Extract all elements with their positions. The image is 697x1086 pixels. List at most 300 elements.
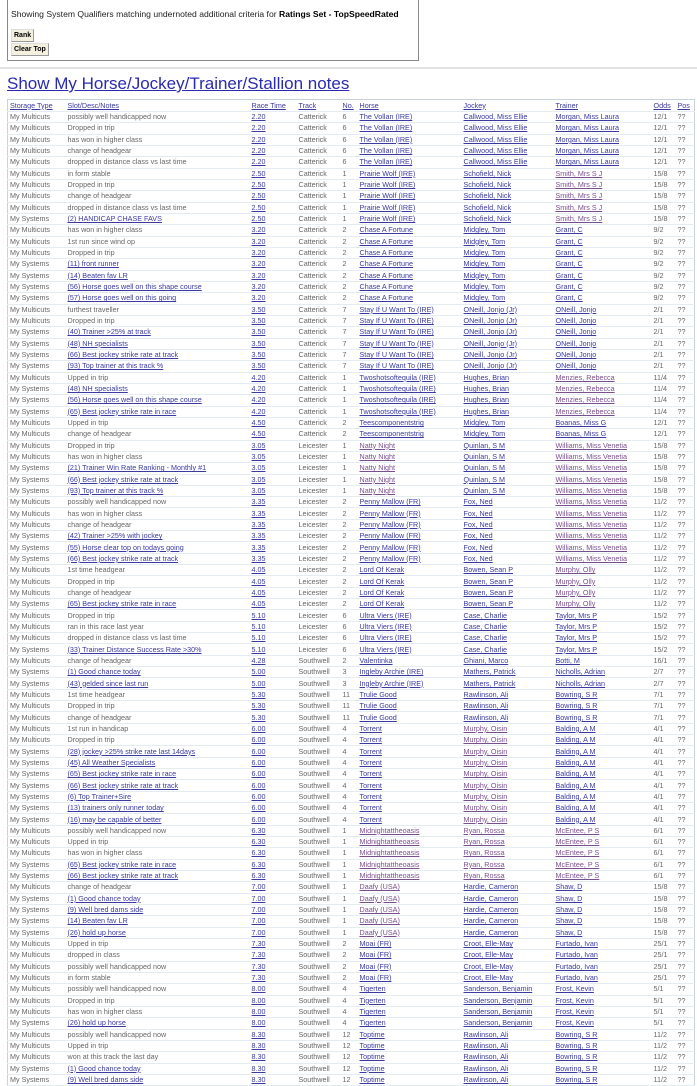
horse-link[interactable]: Trulie Good [359,701,397,711]
jockey-link[interactable]: Murphy, Oisin [463,791,508,801]
jockey-link[interactable]: Schofield, Nick [463,191,512,201]
sort-slot-desc-notes-link[interactable]: Slot/Desc/Notes [67,100,120,110]
system-link[interactable]: (13) trainers only runner today [67,803,164,813]
trainer-link[interactable]: Morgan, Miss Laura [555,112,620,122]
horse-link[interactable]: Daafy (USA) [359,882,400,892]
horse-link[interactable]: Midnightattheoasis [359,859,420,869]
trainer-link[interactable]: Frost, Kevin [555,984,594,994]
trainer-link[interactable]: Grant, C [555,225,583,235]
jockey-link[interactable]: Rawlinson, Ali [463,701,509,711]
race-time-link[interactable]: 4.50 [251,429,266,439]
trainer-link[interactable]: Williams, Miss Venetia [555,452,627,461]
race-time-link[interactable]: 3.50 [251,338,266,348]
horse-link[interactable]: Tigerten [359,995,386,1005]
jockey-link[interactable]: Sanderson, Benjamin [463,995,533,1005]
system-link[interactable]: (66) Best jockey strike rate at track [67,553,179,563]
trainer-link[interactable]: Williams, Miss Venetia [555,531,627,541]
race-time-link[interactable]: 2.50 [251,202,266,212]
trainer-link[interactable]: McEntee, P S [555,871,600,881]
trainer-link[interactable]: Morgan, Miss Laura [555,157,620,167]
trainer-link[interactable]: Williams, Miss Venetia [555,553,627,563]
sort-odds-link[interactable]: Odds [653,100,671,110]
trainer-link[interactable]: ONeill, Jonjo [555,304,597,314]
race-time-link[interactable]: 6.00 [251,803,266,813]
horse-link[interactable]: Torrent [359,803,382,813]
race-time-link[interactable]: 2.50 [251,168,266,178]
system-link[interactable]: (66) Best jockey strike rate at track [67,871,179,881]
jockey-link[interactable]: Bowen, Sean P [463,565,514,575]
race-time-link[interactable]: 7.30 [251,961,266,971]
horse-link[interactable]: Teescomponentstrig [359,418,424,428]
jockey-link[interactable]: Hardie, Cameron [463,916,519,926]
race-time-link[interactable]: 4.05 [251,599,266,609]
jockey-link[interactable]: Callwood, Miss Ellie [463,157,528,167]
trainer-link[interactable]: Taylor, Mrs P [555,610,598,620]
trainer-link[interactable]: Morgan, Miss Laura [555,146,620,156]
jockey-link[interactable]: Mathers, Patrick [463,667,516,677]
horse-link[interactable]: Tigerten [359,1007,386,1017]
horse-link[interactable]: Torrent [359,746,382,756]
race-time-link[interactable]: 6.00 [251,723,266,733]
jockey-link[interactable]: Schofield, Nick [463,180,512,190]
race-time-link[interactable]: 3.05 [251,440,266,450]
race-time-link[interactable]: 8.00 [251,995,266,1005]
horse-link[interactable]: Natty Night [359,452,396,461]
horse-link[interactable]: Stay If U Want To (IRE) [359,327,434,337]
race-time-link[interactable]: 8.00 [251,984,266,994]
race-time-link[interactable]: 5.10 [251,610,266,620]
horse-link[interactable]: Tigerten [359,1018,386,1028]
jockey-link[interactable]: Case, Charlie [463,633,508,643]
race-time-link[interactable]: 3.50 [251,327,266,337]
jockey-link[interactable]: Hughes, Brian [463,395,510,405]
system-link[interactable]: (93) Top trainer at this track % [67,485,164,495]
system-link[interactable]: (65) Best jockey strike rate in race [67,406,177,416]
jockey-link[interactable]: Hardie, Cameron [463,893,519,903]
horse-link[interactable]: Ingleby Archie (IRE) [359,678,424,688]
trainer-link[interactable]: Balding, A M [555,814,596,824]
race-time-link[interactable]: 7.30 [251,973,266,983]
jockey-link[interactable]: Callwood, Miss Ellie [463,123,528,133]
horse-link[interactable]: The Vollan (IRE) [359,112,413,122]
trainer-link[interactable]: Bowring, S R [555,1052,598,1062]
race-time-link[interactable]: 5.30 [251,701,266,711]
system-link[interactable]: (40) Trainer >25% at track [67,327,151,337]
trainer-link[interactable]: ONeill, Jonjo [555,316,597,326]
trainer-link[interactable]: Smith, Mrs S J [555,180,603,190]
horse-link[interactable]: Chase A Fortune [359,236,414,246]
system-link[interactable]: (43) gelded since last run [67,678,149,688]
jockey-link[interactable]: Murphy, Oisin [463,723,508,733]
horse-link[interactable]: Midnightattheoasis [359,825,420,835]
race-time-link[interactable]: 5.00 [251,678,266,688]
trainer-link[interactable]: Balding, A M [555,791,596,801]
race-time-link[interactable]: 3.05 [251,485,266,495]
horse-link[interactable]: Torrent [359,791,382,801]
sort-track-link[interactable]: Track [298,100,317,110]
jockey-link[interactable]: Case, Charlie [463,621,508,631]
jockey-link[interactable]: ONeill, Jonjo (Jr) [463,338,518,348]
trainer-link[interactable]: McEntee, P S [555,825,600,835]
horse-link[interactable]: Penny Mallow (FR) [359,531,421,541]
jockey-link[interactable]: Sanderson, Benjamin [463,1007,533,1017]
horse-link[interactable]: Twoshotsoftequila (IRE) [359,395,436,405]
trainer-link[interactable]: Menzies, Rebecca [555,406,615,416]
trainer-link[interactable]: Williams, Miss Venetia [555,508,627,518]
jockey-link[interactable]: Hughes, Brian [463,384,510,394]
clear-top-button[interactable]: Clear Top [11,43,49,56]
jockey-link[interactable]: Rawlinson, Ali [463,1052,509,1062]
horse-link[interactable]: Torrent [359,780,382,790]
jockey-link[interactable]: Hughes, Brian [463,372,510,382]
system-link[interactable]: (1) Good chance today [67,667,141,677]
jockey-link[interactable]: Rawlinson, Ali [463,1041,509,1051]
horse-link[interactable]: Natty Night [359,463,396,473]
jockey-link[interactable]: Bowen, Sean P [463,576,514,586]
race-time-link[interactable]: 3.05 [251,452,266,461]
race-time-link[interactable]: 4.20 [251,395,266,405]
trainer-link[interactable]: Smith, Mrs S J [555,191,603,201]
race-time-link[interactable]: 4.05 [251,565,266,575]
jockey-link[interactable]: Murphy, Oisin [463,780,508,790]
trainer-link[interactable]: Taylor, Mrs P [555,633,598,643]
horse-link[interactable]: Daafy (USA) [359,905,400,915]
race-time-link[interactable]: 2.20 [251,134,266,144]
race-time-link[interactable]: 7.00 [251,916,266,926]
trainer-link[interactable]: Frost, Kevin [555,1007,594,1017]
trainer-link[interactable]: Boanas, Miss G [555,418,607,428]
race-time-link[interactable]: 6.30 [251,848,266,858]
race-time-link[interactable]: 3.05 [251,474,266,484]
trainer-link[interactable]: Morgan, Miss Laura [555,134,620,144]
trainer-link[interactable]: Balding, A M [555,780,596,790]
horse-link[interactable]: Toptime [359,1063,385,1073]
system-link[interactable]: (33) Trainer Distance Success Rate >30% [67,644,202,654]
trainer-link[interactable]: Taylor, Mrs P [555,621,598,631]
system-link[interactable]: (66) Best jockey strike rate at track [67,350,179,360]
race-time-link[interactable]: 3.20 [251,248,266,258]
race-time-link[interactable]: 8.30 [251,1075,266,1085]
jockey-link[interactable]: Murphy, Oisin [463,814,508,824]
jockey-link[interactable]: Case, Charlie [463,644,508,654]
system-link[interactable]: (26) hold up horse [67,927,126,937]
jockey-link[interactable]: Murphy, Oisin [463,735,508,745]
trainer-link[interactable]: Bowring, S R [555,1029,598,1039]
jockey-link[interactable]: Ryan, Rossa [463,859,505,869]
trainer-link[interactable]: Shaw, D [555,905,583,915]
trainer-link[interactable]: Bowring, S R [555,689,598,699]
jockey-link[interactable]: Murphy, Oisin [463,803,508,813]
jockey-link[interactable]: Croot, Elle-May [463,961,514,971]
horse-link[interactable]: Prairie Wolf (IRE) [359,202,416,212]
jockey-link[interactable]: Murphy, Oisin [463,769,508,779]
trainer-link[interactable]: Williams, Miss Venetia [555,497,627,507]
race-time-link[interactable]: 2.50 [251,180,266,190]
race-time-link[interactable]: 5.00 [251,667,266,677]
trainer-link[interactable]: Shaw, D [555,893,583,903]
system-link[interactable]: (56) Horse goes well on this shape course [67,395,202,405]
horse-link[interactable]: Prairie Wolf (IRE) [359,214,416,224]
system-link[interactable]: (9) Well bred dams side [67,905,144,915]
jockey-link[interactable]: Quinlan, S M [463,440,506,450]
race-time-link[interactable]: 6.00 [251,814,266,824]
horse-link[interactable]: Natty Night [359,485,396,495]
horse-link[interactable]: Toptime [359,1075,385,1085]
jockey-link[interactable]: Callwood, Miss Ellie [463,146,528,156]
race-time-link[interactable]: 3.20 [251,282,266,292]
race-time-link[interactable]: 7.30 [251,950,266,960]
show-notes-link[interactable]: Show My Horse/Jockey/Trainer/Stallion notes [7,74,350,93]
jockey-link[interactable]: Quinlan, S M [463,463,506,473]
horse-link[interactable]: Prairie Wolf (IRE) [359,180,416,190]
horse-link[interactable]: The Vollan (IRE) [359,123,413,133]
rank-button[interactable]: Rank [11,29,34,42]
horse-link[interactable]: Penny Mallow (FR) [359,508,421,518]
horse-link[interactable]: Stay If U Want To (IRE) [359,304,434,314]
horse-link[interactable]: Prairie Wolf (IRE) [359,168,416,178]
horse-link[interactable]: Twoshotsoftequila (IRE) [359,372,436,382]
jockey-link[interactable]: Schofield, Nick [463,202,512,212]
jockey-link[interactable]: Fox, Ned [463,553,493,563]
jockey-link[interactable]: Croot, Elle-May [463,950,514,960]
jockey-link[interactable]: Fox, Ned [463,519,493,529]
horse-link[interactable]: Natty Night [359,474,396,484]
race-time-link[interactable]: 8.30 [251,1063,266,1073]
trainer-link[interactable]: Williams, Miss Venetia [555,474,627,484]
race-time-link[interactable]: 6.00 [251,735,266,745]
race-time-link[interactable]: 3.35 [251,542,266,552]
race-time-link[interactable]: 8.30 [251,1029,266,1039]
horse-link[interactable]: Penny Mallow (FR) [359,497,421,507]
trainer-link[interactable]: Grant, C [555,293,583,303]
trainer-link[interactable]: McEntee, P S [555,848,600,858]
system-link[interactable]: (56) Horse goes well on this shape course [67,282,202,292]
trainer-link[interactable]: McEntee, P S [555,837,600,847]
jockey-link[interactable]: ONeill, Jonjo (Jr) [463,316,518,326]
race-time-link[interactable]: 2.20 [251,123,266,133]
trainer-link[interactable]: Williams, Miss Venetia [555,485,627,495]
jockey-link[interactable]: Midgley, Tom [463,282,506,292]
trainer-link[interactable]: Bowring, S R [555,1041,598,1051]
race-time-link[interactable]: 3.20 [251,236,266,246]
race-time-link[interactable]: 6.00 [251,757,266,767]
trainer-link[interactable]: Balding, A M [555,803,596,813]
horse-link[interactable]: Teescomponentstrig [359,429,424,439]
trainer-link[interactable]: ONeill, Jonjo [555,327,597,337]
trainer-link[interactable]: Williams, Miss Venetia [555,542,627,552]
jockey-link[interactable]: Ryan, Rossa [463,825,505,835]
trainer-link[interactable]: Grant, C [555,270,583,280]
horse-link[interactable]: Daafy (USA) [359,916,400,926]
jockey-link[interactable]: ONeill, Jonjo (Jr) [463,327,518,337]
horse-link[interactable]: The Vollan (IRE) [359,134,413,144]
jockey-link[interactable]: Midgley, Tom [463,429,506,439]
race-time-link[interactable]: 4.28 [251,655,266,665]
jockey-link[interactable]: Rawlinson, Ali [463,1075,509,1085]
race-time-link[interactable]: 7.00 [251,905,266,915]
jockey-link[interactable]: Midgley, Tom [463,225,506,235]
jockey-link[interactable]: Fox, Ned [463,508,493,518]
system-link[interactable]: (48) NH specialists [67,338,128,348]
race-time-link[interactable]: 7.00 [251,893,266,903]
jockey-link[interactable]: Schofield, Nick [463,168,512,178]
race-time-link[interactable]: 8.30 [251,1041,266,1051]
jockey-link[interactable]: Rawlinson, Ali [463,1063,509,1073]
trainer-link[interactable]: Balding, A M [555,769,596,779]
race-time-link[interactable]: 7.00 [251,882,266,892]
race-time-link[interactable]: 3.50 [251,350,266,360]
race-time-link[interactable]: 3.50 [251,304,266,314]
system-link[interactable]: (16) may be capable of better [67,814,162,824]
jockey-link[interactable]: Ryan, Rossa [463,848,505,858]
trainer-link[interactable]: Murphy, Olly [555,576,596,586]
race-time-link[interactable]: 6.30 [251,837,266,847]
race-time-link[interactable]: 2.20 [251,112,266,122]
race-time-link[interactable]: 8.30 [251,1052,266,1062]
race-time-link[interactable]: 2.50 [251,191,266,201]
jockey-link[interactable]: Midgley, Tom [463,270,506,280]
race-time-link[interactable]: 6.00 [251,780,266,790]
race-time-link[interactable]: 3.35 [251,531,266,541]
race-time-link[interactable]: 4.05 [251,576,266,586]
horse-link[interactable]: Chase A Fortune [359,225,414,235]
jockey-link[interactable]: Fox, Ned [463,531,493,541]
trainer-link[interactable]: Bowring, S R [555,1075,598,1085]
sort-race-time-link[interactable]: Race Time [251,100,286,110]
horse-link[interactable]: Daafy (USA) [359,927,400,937]
trainer-link[interactable]: Williams, Miss Venetia [555,440,627,450]
race-time-link[interactable]: 4.20 [251,372,266,382]
horse-link[interactable]: Torrent [359,757,382,767]
sort-number-link[interactable]: No. [342,100,354,110]
sort-storage-type-link[interactable]: Storage Type [10,100,53,110]
system-link[interactable]: (21) Trainer Win Rate Ranking - Monthly #1 [67,463,207,473]
horse-link[interactable]: Toptime [359,1052,385,1062]
race-time-link[interactable]: 6.30 [251,871,266,881]
jockey-link[interactable]: Ryan, Rossa [463,871,505,881]
sort-jockey-link[interactable]: Jockey [463,100,486,110]
horse-link[interactable]: Moai (FR) [359,950,392,960]
system-link[interactable]: (42) Trainer >25% with jockey [67,531,163,541]
trainer-link[interactable]: Balding, A M [555,735,596,745]
race-time-link[interactable]: 5.10 [251,621,266,631]
jockey-link[interactable]: Sanderson, Benjamin [463,984,533,994]
horse-link[interactable]: Chase A Fortune [359,248,414,258]
horse-link[interactable]: Tigerten [359,984,386,994]
jockey-link[interactable]: ONeill, Jonjo (Jr) [463,304,518,314]
race-time-link[interactable]: 3.20 [251,259,266,269]
horse-link[interactable]: Penny Mallow (FR) [359,542,421,552]
horse-link[interactable]: Ultra Viers (IRE) [359,644,412,654]
system-link[interactable]: (48) NH specialists [67,384,128,394]
jockey-link[interactable]: ONeill, Jonjo (Jr) [463,361,518,371]
trainer-link[interactable]: Murphy, Olly [555,565,596,575]
trainer-link[interactable]: Grant, C [555,236,583,246]
system-link[interactable]: (9) Well bred dams side [67,1075,144,1085]
system-link[interactable]: (57) Horse goes well on this going [67,293,177,303]
race-time-link[interactable]: 6.00 [251,769,266,779]
horse-link[interactable]: Penny Mallow (FR) [359,519,421,529]
race-time-link[interactable]: 4.05 [251,587,266,597]
race-time-link[interactable]: 6.30 [251,859,266,869]
jockey-link[interactable]: Bowen, Sean P [463,587,514,597]
trainer-link[interactable]: McEntee, P S [555,859,600,869]
horse-link[interactable]: Twoshotsoftequila (IRE) [359,406,436,416]
trainer-link[interactable]: Grant, C [555,248,583,258]
horse-link[interactable]: Lord Of Kerak [359,576,405,586]
horse-link[interactable]: The Vollan (IRE) [359,157,413,167]
system-link[interactable]: (1) Good chance today [67,1063,141,1073]
horse-link[interactable]: Chase A Fortune [359,259,414,269]
jockey-link[interactable]: Croot, Elle-May [463,939,514,949]
horse-link[interactable]: Toptime [359,1029,385,1039]
trainer-link[interactable]: Bowring, S R [555,701,598,711]
race-time-link[interactable]: 5.30 [251,712,266,722]
jockey-link[interactable]: ONeill, Jonjo (Jr) [463,350,518,360]
race-time-link[interactable]: 3.35 [251,508,266,518]
horse-link[interactable]: Prairie Wolf (IRE) [359,191,416,201]
horse-link[interactable]: Torrent [359,814,382,824]
jockey-link[interactable]: Mathers, Patrick [463,678,516,688]
race-time-link[interactable]: 3.05 [251,463,266,473]
jockey-link[interactable]: Quinlan, S M [463,452,506,461]
trainer-link[interactable]: Shaw, D [555,916,583,926]
jockey-link[interactable]: Midgley, Tom [463,418,506,428]
horse-link[interactable]: Toptime [359,1041,385,1051]
jockey-link[interactable]: Schofield, Nick [463,214,512,224]
trainer-link[interactable]: Williams, Miss Venetia [555,519,627,529]
trainer-link[interactable]: Menzies, Rebecca [555,372,615,382]
race-time-link[interactable]: 5.10 [251,633,266,643]
horse-link[interactable]: Chase A Fortune [359,282,414,292]
race-time-link[interactable]: 4.20 [251,406,266,416]
trainer-link[interactable]: Morgan, Miss Laura [555,123,620,133]
horse-link[interactable]: Lord Of Kerak [359,599,405,609]
horse-link[interactable]: Midnightattheoasis [359,871,420,881]
horse-link[interactable]: Stay If U Want To (IRE) [359,316,434,326]
jockey-link[interactable]: Murphy, Oisin [463,746,508,756]
race-time-link[interactable]: 3.20 [251,225,266,235]
race-time-link[interactable]: 2.20 [251,157,266,167]
system-link[interactable]: (1) Good chance today [67,893,141,903]
system-link[interactable]: (11) front runner [67,259,119,269]
sort-horse-link[interactable]: Horse [359,100,379,110]
jockey-link[interactable]: Bowen, Sean P [463,599,514,609]
jockey-link[interactable]: Case, Charlie [463,610,508,620]
system-link[interactable]: (66) Best jockey strike rate at track [67,474,179,484]
jockey-link[interactable]: Rawlinson, Ali [463,689,509,699]
trainer-link[interactable]: Boanas, Miss G [555,429,607,439]
system-link[interactable]: (14) Beaten fav LR [67,270,128,280]
jockey-link[interactable]: Hughes, Brian [463,406,510,416]
horse-link[interactable]: Penny Mallow (FR) [359,553,421,563]
system-link[interactable]: (55) Horse clear top on todays going [67,542,184,552]
trainer-link[interactable]: Menzies, Rebecca [555,384,615,394]
race-time-link[interactable]: 3.20 [251,293,266,303]
horse-link[interactable]: Torrent [359,769,382,779]
jockey-link[interactable]: Murphy, Oisin [463,757,508,767]
race-time-link[interactable]: 6.00 [251,791,266,801]
jockey-link[interactable]: Midgley, Tom [463,236,506,246]
horse-link[interactable]: Trulie Good [359,712,397,722]
horse-link[interactable]: Daafy (USA) [359,893,400,903]
jockey-link[interactable]: Hardie, Cameron [463,927,519,937]
trainer-link[interactable]: Grant, C [555,282,583,292]
jockey-link[interactable]: Croot, Elle-May [463,973,514,983]
horse-link[interactable]: Midnightattheoasis [359,837,420,847]
system-link[interactable]: (14) Beaten fav LR [67,916,128,926]
horse-link[interactable]: Twoshotsoftequila (IRE) [359,384,436,394]
